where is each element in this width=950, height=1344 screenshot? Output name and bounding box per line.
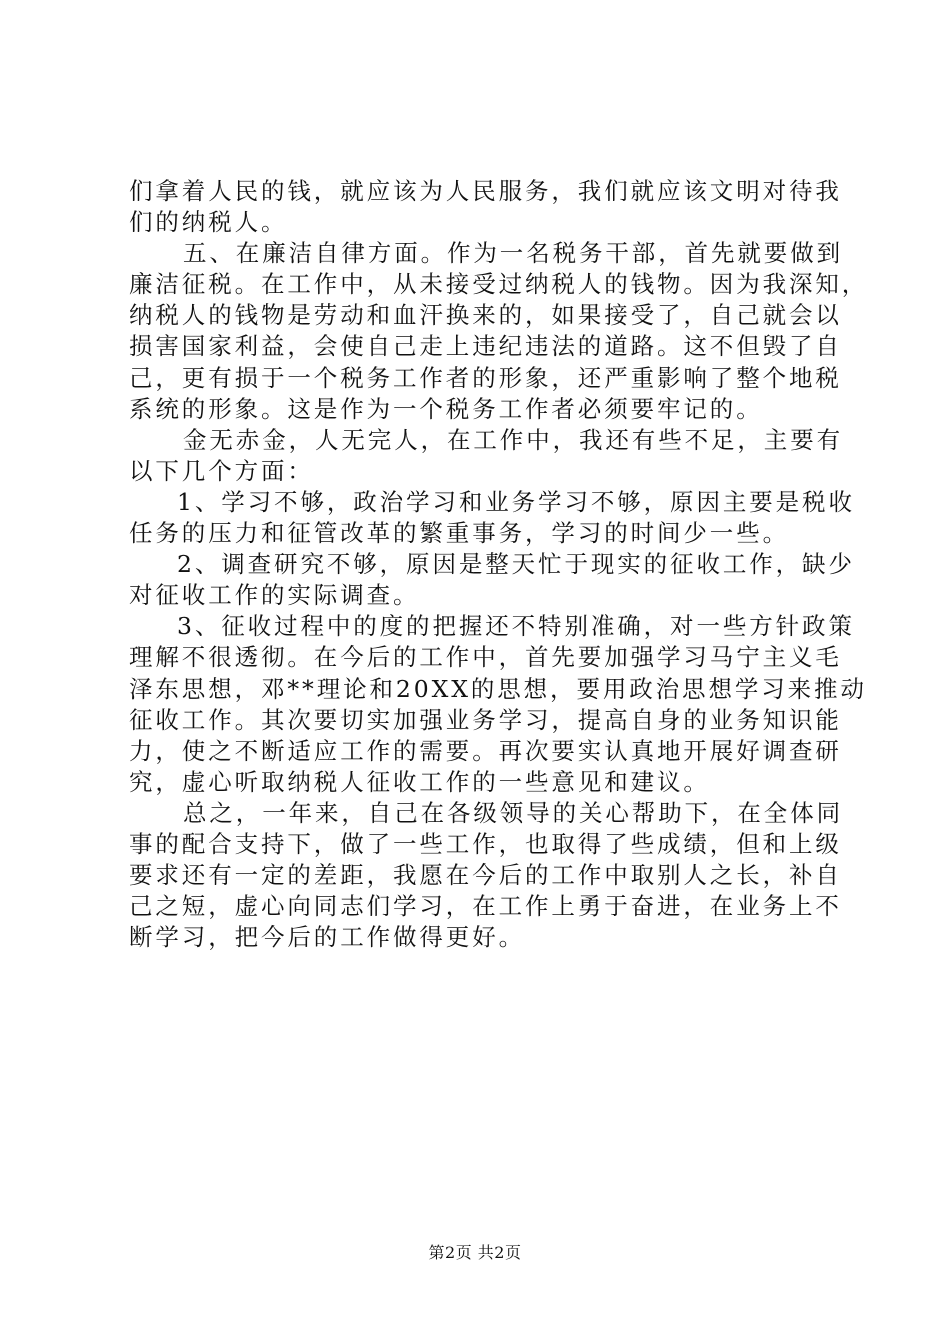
- text-line: 断学习，把今后的工作做得更好。: [129, 923, 525, 952]
- paragraph-start-line: 金无赤金，人无完人，在工作中，我还有些不足，主要有: [183, 425, 843, 454]
- text-line: 以下几个方面：: [129, 456, 314, 485]
- text-line: 征收工作。其次要切实加强业务学习，提高自身的业务知识能: [129, 705, 842, 734]
- list-item-2-line: 2、调查研究不够，原因是整天忙于现实的征收工作，缺少: [177, 550, 855, 579]
- text-line: 己，更有损于一个税务工作者的形象，还严重影响了整个地税: [129, 363, 842, 392]
- text-line: 对征收工作的实际调查。: [129, 581, 420, 610]
- paragraph-start-line: 总之，一年来，自己在各级领导的关心帮助下，在全体同: [183, 798, 843, 827]
- text-line: 要求还有一定的差距，我愿在今后的工作中取别人之长，补自: [129, 861, 842, 890]
- text-line: 损害国家利益，会使自己走上违纪违法的道路。这不但毁了自: [129, 332, 842, 361]
- text-line: 己之短，虚心向同志们学习，在工作上勇于奋进，在业务上不: [129, 892, 842, 921]
- text-line: 廉洁征税。在工作中，从未接受过纳税人的钱物。因为我深知，: [129, 270, 869, 299]
- text-line: 任务的压力和征管改革的繁重事务，学习的时间少一些。: [129, 519, 789, 548]
- text-line: 系统的形象。这是作为一个税务工作者必须要牢记的。: [129, 394, 763, 423]
- text-line: 们拿着人民的钱，就应该为人民服务，我们就应该文明对待我: [129, 177, 842, 205]
- page-number-footer: 第2页 共2页: [428, 1243, 522, 1262]
- text-line: 究，虚心听取纳税人征收工作的一些意见和建议。: [129, 767, 710, 796]
- text-line: 事的配合支持下，做了一些工作，也取得了些成绩，但和上级: [129, 829, 842, 858]
- text-line: 力，使之不断适应工作的需要。再次要实认真地开展好调查研: [129, 736, 842, 765]
- document-body: [129, 176, 869, 953]
- text-line: 纳税人的钱物是劳动和血汗换来的，如果接受了，自己就会以: [129, 301, 842, 330]
- list-item-3-line: 3、征收过程中的度的把握还不特别准确，对一些方针政策: [177, 612, 855, 641]
- list-item-1-line: 1、学习不够，政治学习和业务学习不够，原因主要是税收: [177, 487, 855, 516]
- text-line: 理解不很透彻。在今后的工作中，首先要加强学习马宁主义毛: [129, 643, 842, 672]
- text-line: 们的纳税人。: [129, 208, 288, 237]
- paragraph-start-line: 五、在廉洁自律方面。作为一名税务干部，首先就要做到: [183, 239, 843, 268]
- text-line: 泽东思想，邓**理论和20XX的思想，要用政治思想学习来推动: [129, 674, 867, 703]
